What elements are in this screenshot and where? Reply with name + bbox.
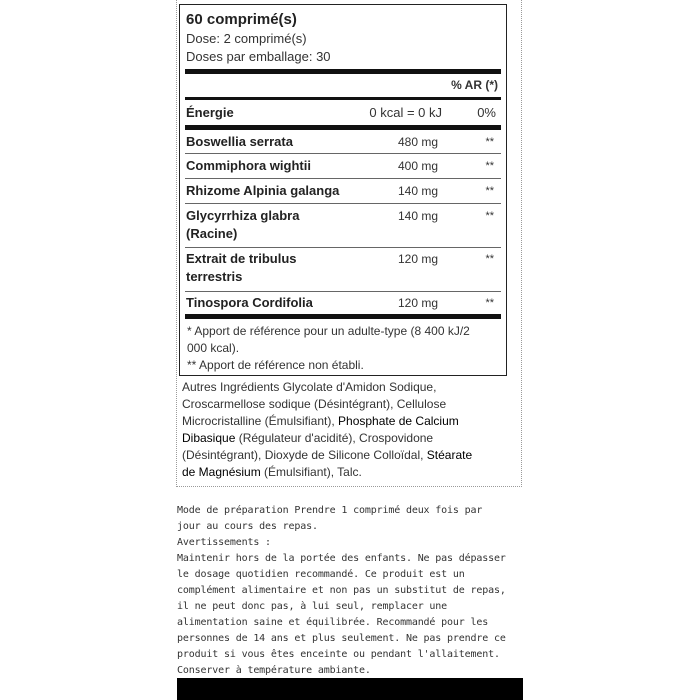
preparation-line: le dosage quotidien recommandé. Ce produit est un xyxy=(177,569,465,580)
footnote-not-established: ** Apport de référence non établi. xyxy=(187,358,364,372)
footnote-reference-line: 000 kcal). xyxy=(187,341,240,355)
other-ingredients xyxy=(182,379,502,481)
ingredient-name: Tinospora Cordifolia xyxy=(186,295,313,310)
preparation-line: Mode de préparation Prendre 1 comprimé deux fois par xyxy=(177,505,483,516)
other-ingredients-line xyxy=(182,447,502,464)
ingredient-pct: ** xyxy=(485,297,494,309)
ingredient-name: Commiphora wightii xyxy=(186,158,311,173)
ingredient-name-line: terrestris xyxy=(186,269,243,284)
row-divider xyxy=(185,153,501,154)
other-ingredients-line xyxy=(182,464,502,481)
preparation-line: il ne peut donc pas, à lui seul, remplacer une xyxy=(177,601,448,612)
ingredient-name-line: Extrait de tribulus xyxy=(186,251,297,266)
thick-divider xyxy=(185,314,501,319)
ingredient-name xyxy=(186,207,299,243)
preparation-line: jour au cours des repas. xyxy=(177,521,318,532)
ingredient-amount: 120 mg xyxy=(397,296,438,310)
text-segment: (Régulateur d'acidité), Crospovidone xyxy=(235,431,434,445)
energy-amount: 0 kcal = 0 kJ xyxy=(369,105,442,120)
ingredient-pct: ** xyxy=(485,253,494,265)
highlighted-text-segment: de Magnésium xyxy=(182,465,261,479)
footnote-reference-line: * Apport de référence pour un adulte-type (8 400 kJ/2 xyxy=(187,324,470,338)
thick-divider xyxy=(185,125,501,130)
energy-label: Énergie xyxy=(186,105,234,120)
ingredient-pct: ** xyxy=(485,160,494,172)
ingredient-name: Rhizome Alpinia galanga xyxy=(186,183,340,198)
ingredient-name-line: Glycyrrhiza glabra xyxy=(186,208,300,223)
other-ingredients-line: Croscarmellose sodique (Désintégrant), Cellulose xyxy=(182,397,447,411)
preparation-line: Conserver à température ambiante. xyxy=(177,665,371,676)
ingredient-name: Boswellia serrata xyxy=(186,134,293,149)
preparation-line: alimentation saine et équilibrée. Recommandé pour les xyxy=(177,617,489,628)
ingredient-pct: ** xyxy=(485,210,494,222)
ingredient-amount: 140 mg xyxy=(397,209,438,223)
ingredient-row xyxy=(186,250,500,288)
text-segment: (Désintégrant), Dioxyde de Silicone Colloïdal, xyxy=(182,448,427,462)
ingredient-amount: 140 mg xyxy=(397,184,438,198)
row-divider xyxy=(185,247,501,248)
mid-divider xyxy=(185,97,501,100)
dose-text: Dose: 2 comprimé(s) xyxy=(186,31,307,46)
preparation-line: produit si vous êtes enceinte ou pendant l'allaitement. xyxy=(177,649,500,660)
preparation-and-warnings xyxy=(177,503,517,679)
thick-divider xyxy=(185,69,501,74)
ingredient-name xyxy=(186,250,297,286)
panel-header xyxy=(186,10,500,66)
preparation-line: complément alimentaire et non pas un substitut de repas, xyxy=(177,585,506,596)
ar-column-header: % AR (*) xyxy=(451,78,498,92)
text-segment: Microcristalline (Émulsifiant), xyxy=(182,414,339,428)
doses-per-pack-text: Doses par emballage: 30 xyxy=(186,49,331,64)
row-divider xyxy=(185,178,501,179)
energy-pct: 0% xyxy=(477,105,496,120)
preparation-line: personnes de 14 ans et plus seulement. Ne pas prendre ce xyxy=(177,633,506,644)
ingredient-amount: 400 mg xyxy=(397,159,438,173)
ingredient-name-line: (Racine) xyxy=(186,226,238,241)
black-footer-bar xyxy=(177,678,523,700)
highlighted-text-segment: Phosphate de Calcium xyxy=(338,414,459,428)
footnotes xyxy=(187,323,499,374)
ingredient-pct: ** xyxy=(485,136,494,148)
row-divider xyxy=(185,203,501,204)
other-ingredients-line xyxy=(182,413,502,430)
supplement-facts-panel xyxy=(179,4,507,376)
ingredient-pct: ** xyxy=(485,185,494,197)
highlighted-text-segment: Dibasique xyxy=(182,431,236,445)
other-ingredients-line xyxy=(182,430,502,447)
highlighted-text-segment: Stéarate xyxy=(426,448,473,462)
preparation-line: Maintenir hors de la portée des enfants. Ne pas dépasser xyxy=(177,553,506,564)
other-ingredients-line: Autres Ingrédients Glycolate d'Amidon Sodique, xyxy=(182,380,437,394)
preparation-line: Avertissements : xyxy=(177,537,271,548)
ingredient-amount: 120 mg xyxy=(397,252,438,266)
row-divider xyxy=(185,291,501,292)
energy-row xyxy=(186,104,500,124)
ingredient-row xyxy=(186,207,500,245)
ingredient-amount: 480 mg xyxy=(397,135,438,149)
text-segment: (Émulsifiant), Talc. xyxy=(260,465,362,479)
panel-title: 60 comprimé(s) xyxy=(186,11,297,28)
